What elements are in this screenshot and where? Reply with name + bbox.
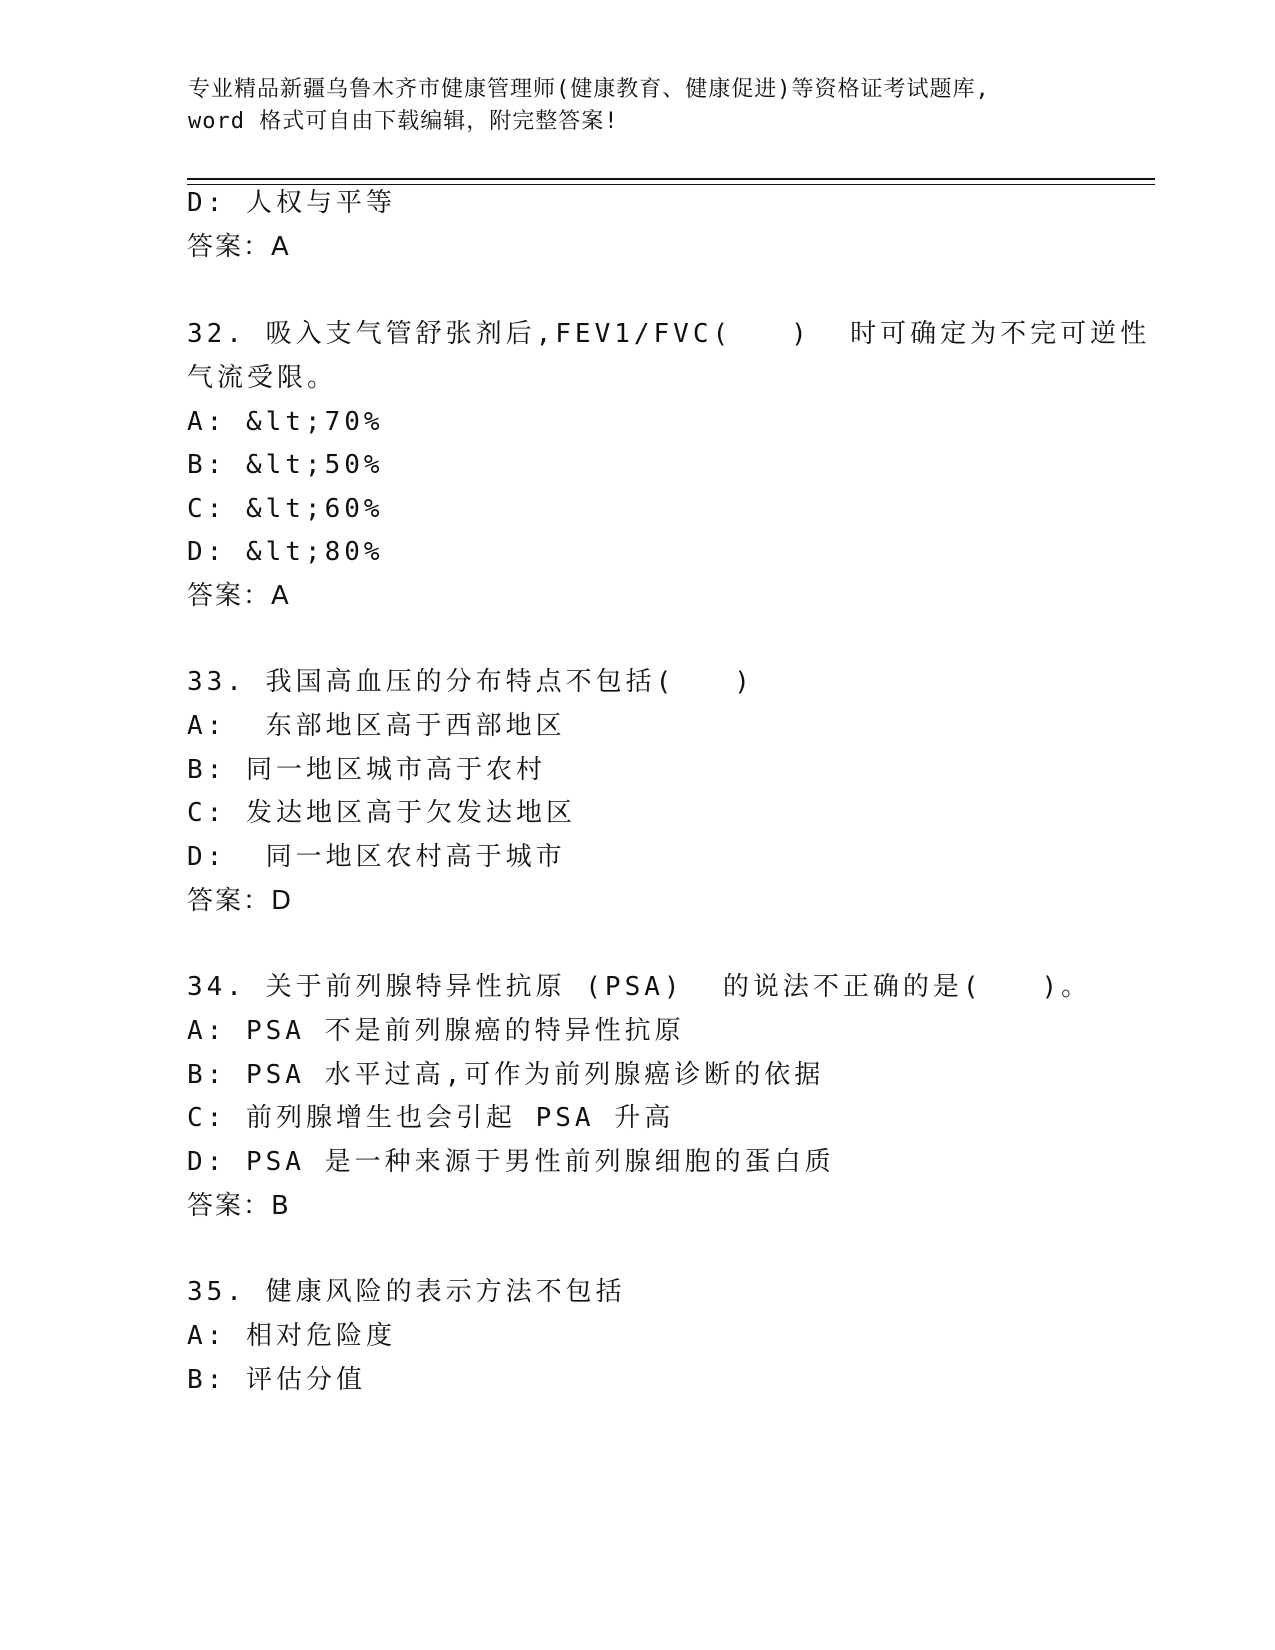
header-rule-thick [187, 178, 1155, 180]
q35-option-a: A: 相对危险度 [187, 1321, 396, 1351]
q33-answer: 答案：D [187, 886, 294, 916]
prev-option-d: D: 人权与平等 [187, 188, 396, 218]
q35-stem: 35. 健康风险的表示方法不包括 [187, 1277, 626, 1307]
q32-stem-line-1: 32. 吸入支气管舒张剂后,FEV1/FVC( ) 时可确定为不完可逆性 [187, 319, 1151, 349]
q34-option-a: A: PSA 不是前列腺癌的特异性抗原 [187, 1016, 685, 1046]
q34-option-d: D: PSA 是一种来源于男性前列腺细胞的蛋白质 [187, 1147, 835, 1177]
q32-answer: 答案：A [187, 581, 291, 611]
q33-stem: 33. 我国高血压的分布特点不包括( ) [187, 667, 754, 697]
header-line-2: word 格式可自由下载编辑，附完整答案! [188, 109, 619, 134]
q33-option-b: B: 同一地区城市高于农村 [187, 755, 546, 785]
document-header [188, 74, 1088, 138]
q32-stem-line-2: 气流受限。 [187, 363, 338, 393]
header-rule-thin [187, 184, 1155, 185]
q33-option-a: A: 东部地区高于西部地区 [187, 711, 566, 741]
q32-option-b: B: &lt;50% [187, 450, 384, 480]
prev-answer: 答案：A [187, 232, 291, 262]
q32-option-a: A: &lt;70% [187, 407, 384, 437]
q33-option-d: D: 同一地区农村高于城市 [187, 842, 566, 872]
q34-option-b: B: PSA 水平过高,可作为前列腺癌诊断的依据 [187, 1060, 825, 1090]
header-line-1: 专业精品新疆乌鲁木齐市健康管理师(健康教育、健康促进)等资格证考试题库, [188, 77, 990, 102]
q33-option-c: C: 发达地区高于欠发达地区 [187, 798, 576, 828]
q34-answer: 答案：B [187, 1191, 291, 1221]
q32-option-c: C: &lt;60% [187, 494, 384, 524]
q34-stem: 34. 关于前列腺特异性抗原 (PSA) 的说法不正确的是( )。 [187, 972, 1092, 1002]
q32-option-d: D: &lt;80% [187, 537, 384, 567]
q35-option-b: B: 评估分值 [187, 1365, 366, 1395]
q34-option-c: C: 前列腺增生也会引起 PSA 升高 [187, 1103, 675, 1133]
